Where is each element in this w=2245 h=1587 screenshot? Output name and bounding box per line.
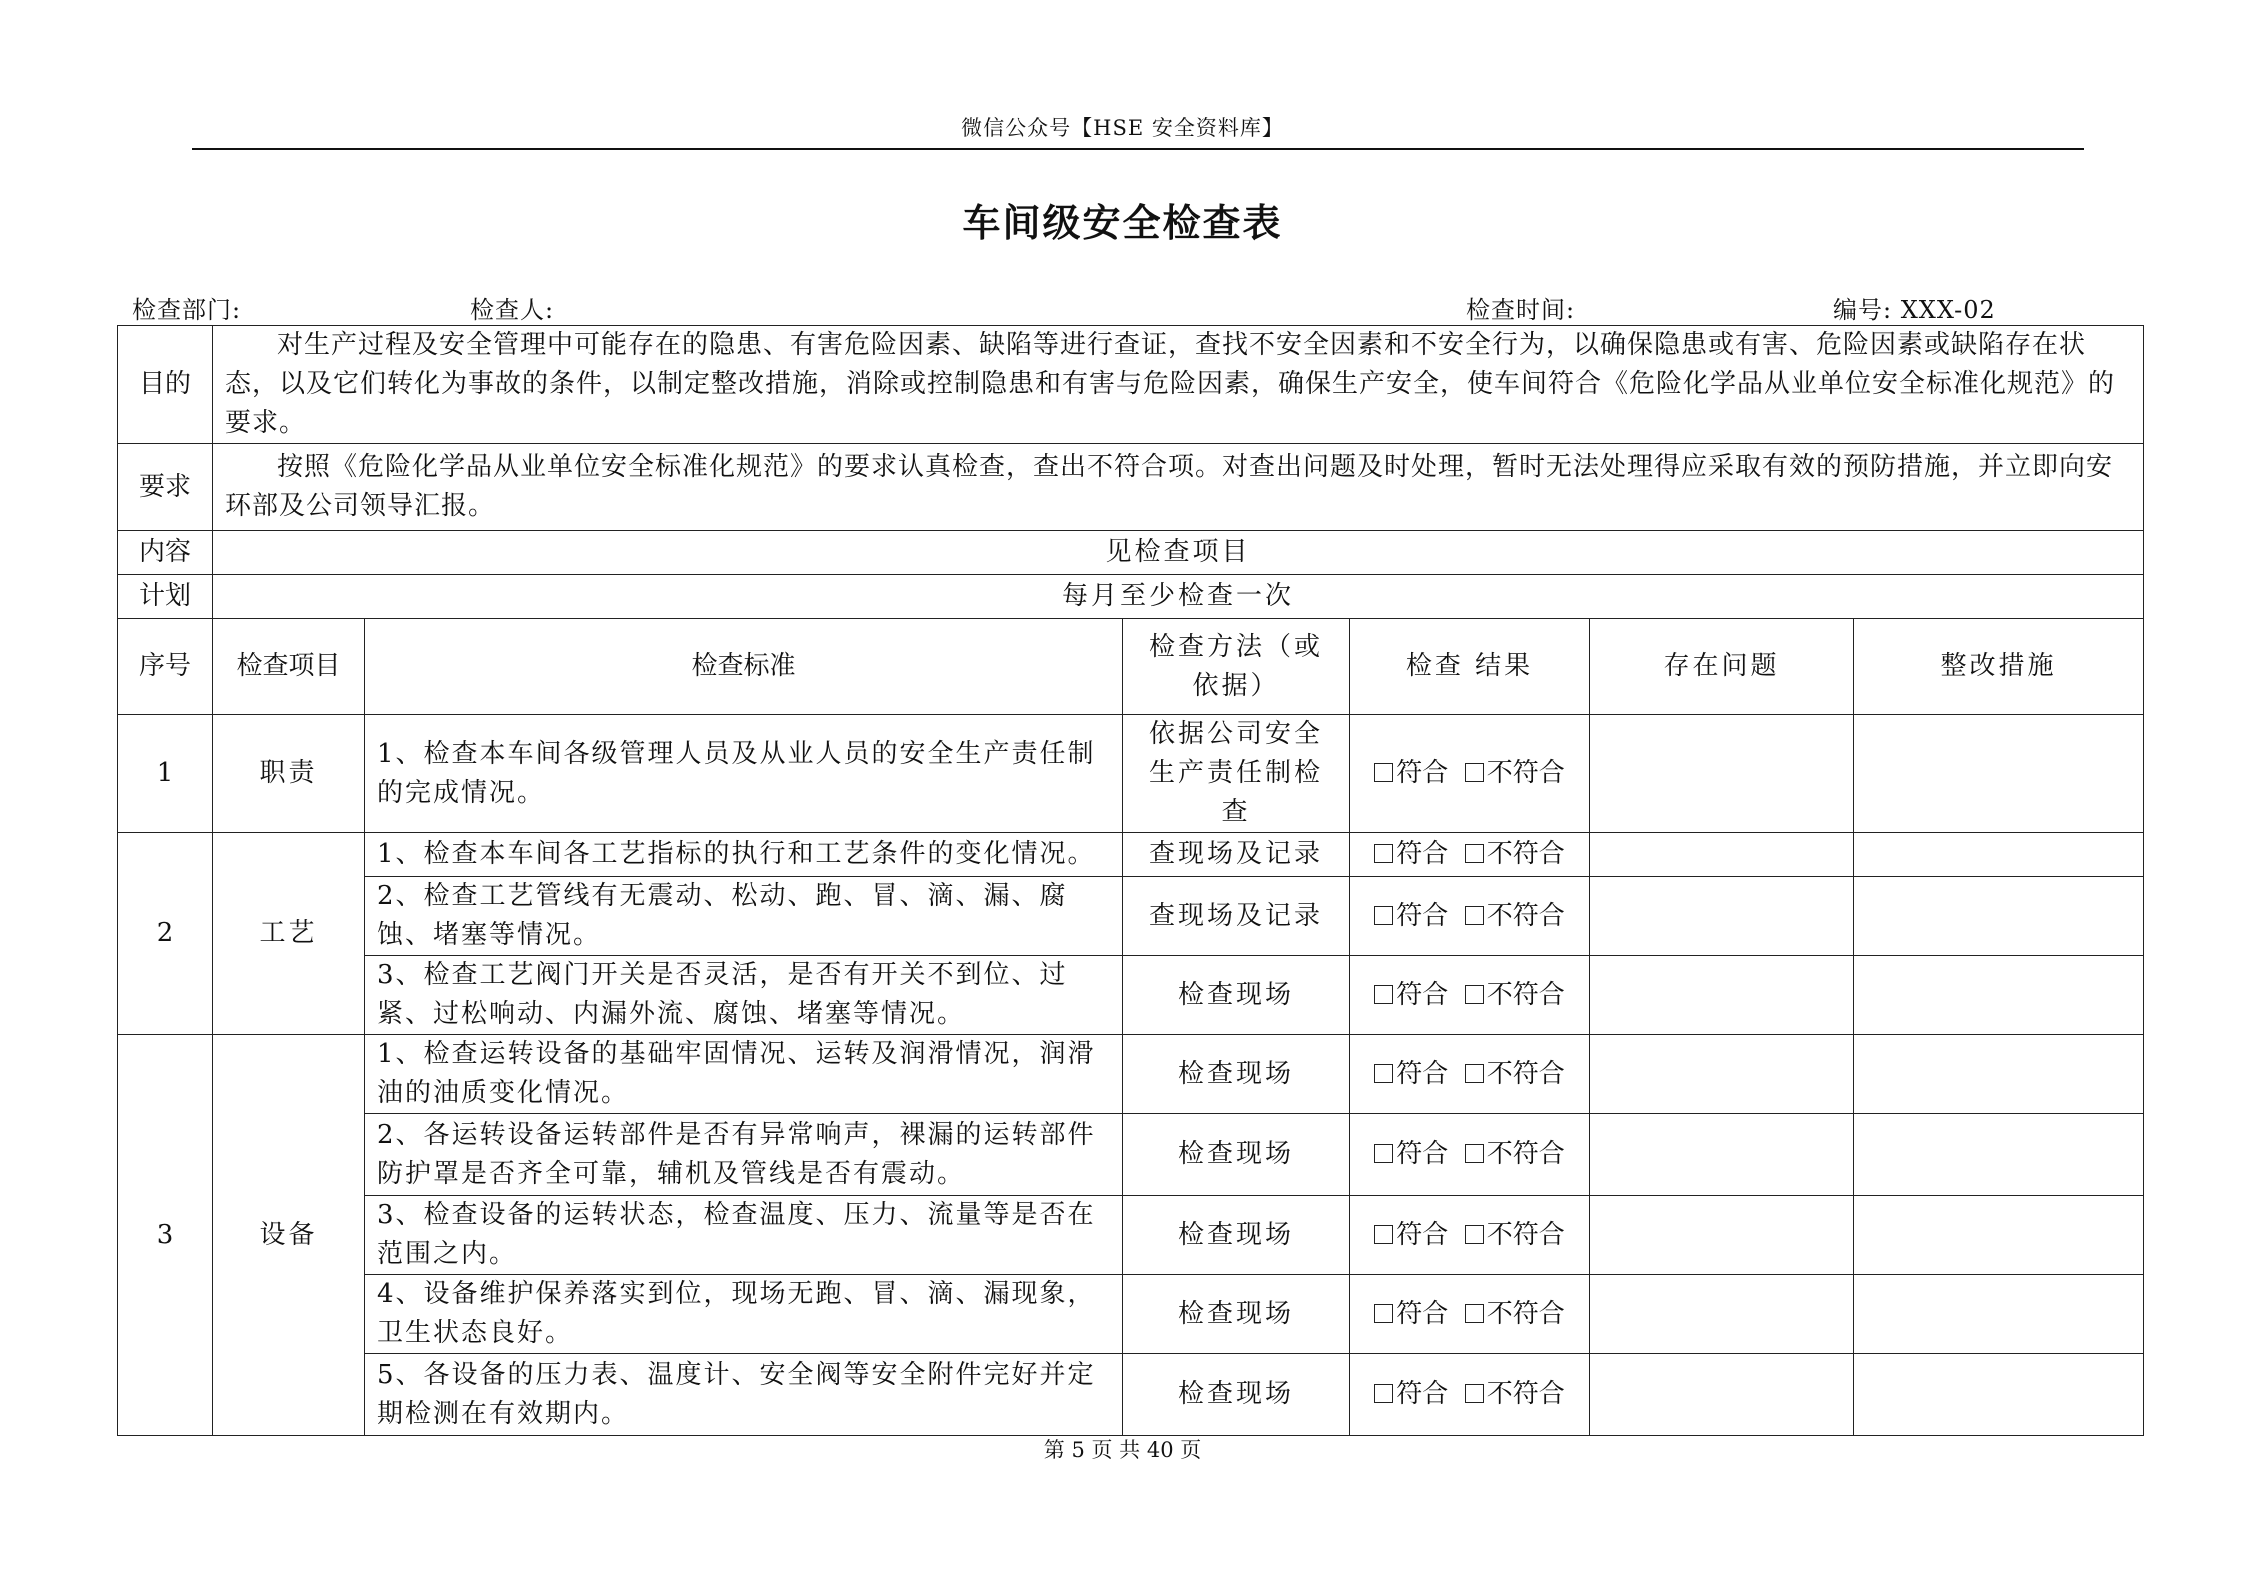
row-seq: 1	[118, 715, 213, 833]
table-row	[118, 956, 2144, 1035]
requirement-label: 要求	[118, 444, 213, 531]
pass-checkbox[interactable]	[1374, 758, 1448, 788]
checkbox-icon	[1465, 1304, 1484, 1323]
row-method: 检查现场	[1123, 1114, 1350, 1196]
fail-checkbox[interactable]	[1465, 839, 1565, 869]
purpose-label: 目的	[118, 326, 213, 444]
row-standard: 2、各运转设备运转部件是否有异常响声，裸漏的运转部件防护罩是否齐全可靠，辅机及管线是否有震动。	[365, 1114, 1123, 1196]
row-method: 检查现场	[1123, 1196, 1350, 1275]
row-standard: 4、设备维护保养落实到位，现场无跑、冒、滴、漏现象，卫生状态良好。	[365, 1275, 1123, 1354]
document-code: 编号: XXX-02	[1833, 296, 1996, 324]
pass-checkbox[interactable]	[1374, 1299, 1448, 1329]
row-method: 查现场及记录	[1123, 833, 1350, 877]
plan-label: 计划	[118, 575, 213, 619]
row-item: 工艺	[213, 833, 365, 1035]
pass-label: 符合	[1396, 1058, 1449, 1089]
row-standard: 1、检查本车间各级管理人员及从业人员的安全生产责任制的完成情况。	[365, 715, 1123, 833]
table-row	[118, 1035, 2144, 1114]
row-method: 检查现场	[1123, 1035, 1350, 1114]
row-problem[interactable]	[1590, 1035, 1854, 1114]
row-standard: 3、检查工艺阀门开关是否灵活，是否有开关不到位、过紧、过松响动、内漏外流、腐蚀、堵塞等情况。	[365, 956, 1123, 1035]
fail-checkbox[interactable]	[1465, 1220, 1565, 1250]
requirement-row	[118, 444, 2144, 531]
page-header: 微信公众号【HSE 安全资料库】	[961, 116, 1284, 140]
col-header-seq: 序号	[118, 619, 213, 715]
pass-checkbox[interactable]	[1374, 1379, 1448, 1409]
row-problem[interactable]	[1590, 1275, 1854, 1354]
row-standard: 3、检查设备的运转状态，检查温度、压力、流量等是否在范围之内。	[365, 1196, 1123, 1275]
checkbox-icon	[1465, 844, 1484, 863]
pass-checkbox[interactable]	[1374, 839, 1448, 869]
checkbox-icon	[1465, 1144, 1484, 1163]
checkbox-icon	[1374, 1384, 1393, 1403]
row-standard: 1、检查运转设备的基础牢固情况、运转及润滑情况，润滑油的油质变化情况。	[365, 1035, 1123, 1114]
row-action[interactable]	[1854, 1354, 2144, 1436]
row-method: 检查现场	[1123, 1275, 1350, 1354]
inspector-label: 检查人:	[470, 296, 555, 324]
pass-label: 符合	[1396, 900, 1449, 931]
checkbox-icon	[1465, 1225, 1484, 1244]
row-result	[1350, 1196, 1590, 1275]
fail-label: 不符合	[1486, 758, 1565, 788]
table-row	[118, 833, 2144, 877]
plan-value: 每月至少检查一次	[213, 575, 2144, 619]
document-title: 车间级安全检查表	[962, 200, 1283, 245]
table-row	[118, 1275, 2144, 1354]
table-row	[118, 1114, 2144, 1196]
content-value: 见检查项目	[213, 531, 2144, 575]
row-method: 检查现场	[1123, 1354, 1350, 1436]
column-header-row	[118, 619, 2144, 715]
checkbox-icon	[1374, 985, 1393, 1004]
row-method: 检查现场	[1123, 956, 1350, 1035]
fail-label: 不符合	[1486, 1379, 1565, 1409]
row-problem[interactable]	[1590, 715, 1854, 833]
fail-checkbox[interactable]	[1465, 980, 1565, 1010]
fail-checkbox[interactable]	[1465, 758, 1565, 788]
content-label: 内容	[118, 531, 213, 575]
checkbox-icon	[1374, 1064, 1393, 1083]
row-item: 设备	[213, 1035, 365, 1436]
fail-checkbox[interactable]	[1465, 1379, 1565, 1409]
pass-label: 符合	[1396, 839, 1449, 869]
row-action[interactable]	[1854, 877, 2144, 956]
checkbox-icon	[1465, 985, 1484, 1004]
fail-label: 不符合	[1486, 1219, 1565, 1250]
row-problem[interactable]	[1590, 1354, 1854, 1436]
checkbox-icon	[1374, 1304, 1393, 1323]
checkbox-icon	[1465, 1384, 1484, 1403]
plan-row	[118, 575, 2144, 619]
row-problem[interactable]	[1590, 956, 1854, 1035]
purpose-row	[118, 326, 2144, 444]
department-label: 检查部门:	[132, 296, 242, 324]
checkbox-icon	[1465, 1064, 1484, 1083]
row-action[interactable]	[1854, 1275, 2144, 1354]
pass-label: 符合	[1396, 1219, 1449, 1250]
fail-label: 不符合	[1486, 1139, 1565, 1169]
row-method: 依据公司安全生产责任制检查	[1123, 715, 1350, 833]
table-row	[118, 1354, 2144, 1436]
row-standard: 2、检查工艺管线有无震动、松动、跑、冒、滴、漏、腐蚀、堵塞等情况。	[365, 877, 1123, 956]
row-standard: 1、检查本车间各工艺指标的执行和工艺条件的变化情况。	[365, 833, 1123, 877]
checkbox-icon	[1374, 844, 1393, 863]
row-result	[1350, 1354, 1590, 1436]
table-row	[118, 1196, 2144, 1275]
row-problem[interactable]	[1590, 1196, 1854, 1275]
row-result	[1350, 956, 1590, 1035]
fail-checkbox[interactable]	[1465, 1139, 1565, 1169]
col-header-item: 检查项目	[213, 619, 365, 715]
fail-label: 不符合	[1486, 900, 1565, 931]
pass-checkbox[interactable]	[1374, 1220, 1448, 1250]
row-result	[1350, 715, 1590, 833]
purpose-text: 对生产过程及安全管理中可能存在的隐患、有害危险因素、缺陷等进行查证，查找不安全因素和不安全行为，以确保隐患或有害、危险因素或缺陷存在状态，以及它们转化为事故的条件，以制定整改措施，消除或控制隐患和有害与危险因素，确保生产安全，使车间符合《危险化学品从业单位安全标准化规范》的要求。	[213, 326, 2144, 444]
pass-checkbox[interactable]	[1374, 980, 1448, 1010]
col-header-method: 检查方法（或依据）	[1123, 619, 1350, 715]
row-action[interactable]	[1854, 1114, 2144, 1196]
row-action[interactable]	[1854, 715, 2144, 833]
fail-label: 不符合	[1486, 839, 1565, 869]
row-standard: 5、各设备的压力表、温度计、安全阀等安全附件完好并定期检测在有效期内。	[365, 1354, 1123, 1436]
col-header-problem: 存在问题	[1590, 619, 1854, 715]
col-header-result: 检查 结果	[1350, 619, 1590, 715]
row-problem[interactable]	[1590, 877, 1854, 956]
table-row	[118, 877, 2144, 956]
fail-checkbox[interactable]	[1465, 1059, 1565, 1089]
content-row	[118, 531, 2144, 575]
table-row	[118, 715, 2144, 833]
row-seq: 3	[118, 1035, 213, 1436]
row-result	[1350, 1114, 1590, 1196]
row-action[interactable]	[1854, 833, 2144, 877]
fail-label: 不符合	[1486, 979, 1565, 1010]
requirement-text: 按照《危险化学品从业单位安全标准化规范》的要求认真检查，查出不符合项。对查出问题及时处理，暂时无法处理得应采取有效的预防措施，并立即向安环部及公司领导汇报。	[213, 444, 2144, 531]
fail-label: 不符合	[1486, 1298, 1565, 1329]
row-problem[interactable]	[1590, 1114, 1854, 1196]
col-header-action: 整改措施	[1854, 619, 2144, 715]
pass-checkbox[interactable]	[1374, 1059, 1448, 1089]
checkbox-icon	[1465, 906, 1484, 925]
pass-label: 符合	[1396, 979, 1449, 1010]
checkbox-icon	[1465, 763, 1484, 782]
checkbox-icon	[1374, 1225, 1393, 1244]
pass-label: 符合	[1396, 1139, 1449, 1169]
fail-checkbox[interactable]	[1465, 1299, 1565, 1329]
pass-checkbox[interactable]	[1374, 901, 1448, 931]
checkbox-icon	[1374, 763, 1393, 782]
checkbox-icon	[1374, 906, 1393, 925]
col-header-standard: 检查标准	[365, 619, 1123, 715]
inspection-time-label: 检查时间:	[1466, 296, 1576, 324]
inspection-table	[117, 325, 2144, 1436]
row-action[interactable]	[1854, 956, 2144, 1035]
row-action[interactable]	[1854, 1196, 2144, 1275]
row-problem[interactable]	[1590, 833, 1854, 877]
header-divider	[192, 148, 2084, 150]
pass-label: 符合	[1396, 1379, 1449, 1409]
pass-label: 符合	[1396, 1298, 1449, 1329]
fail-label: 不符合	[1486, 1058, 1565, 1089]
pass-label: 符合	[1396, 758, 1449, 788]
row-item: 职责	[213, 715, 365, 833]
row-method: 查现场及记录	[1123, 877, 1350, 956]
row-seq: 2	[118, 833, 213, 1035]
page-footer: 第 5 页 共 40 页	[1043, 1438, 1202, 1462]
row-result	[1350, 833, 1590, 877]
row-result	[1350, 877, 1590, 956]
checkbox-icon	[1374, 1144, 1393, 1163]
pass-checkbox[interactable]	[1374, 1139, 1448, 1169]
fail-checkbox[interactable]	[1465, 901, 1565, 931]
row-result	[1350, 1275, 1590, 1354]
row-action[interactable]	[1854, 1035, 2144, 1114]
row-result	[1350, 1035, 1590, 1114]
